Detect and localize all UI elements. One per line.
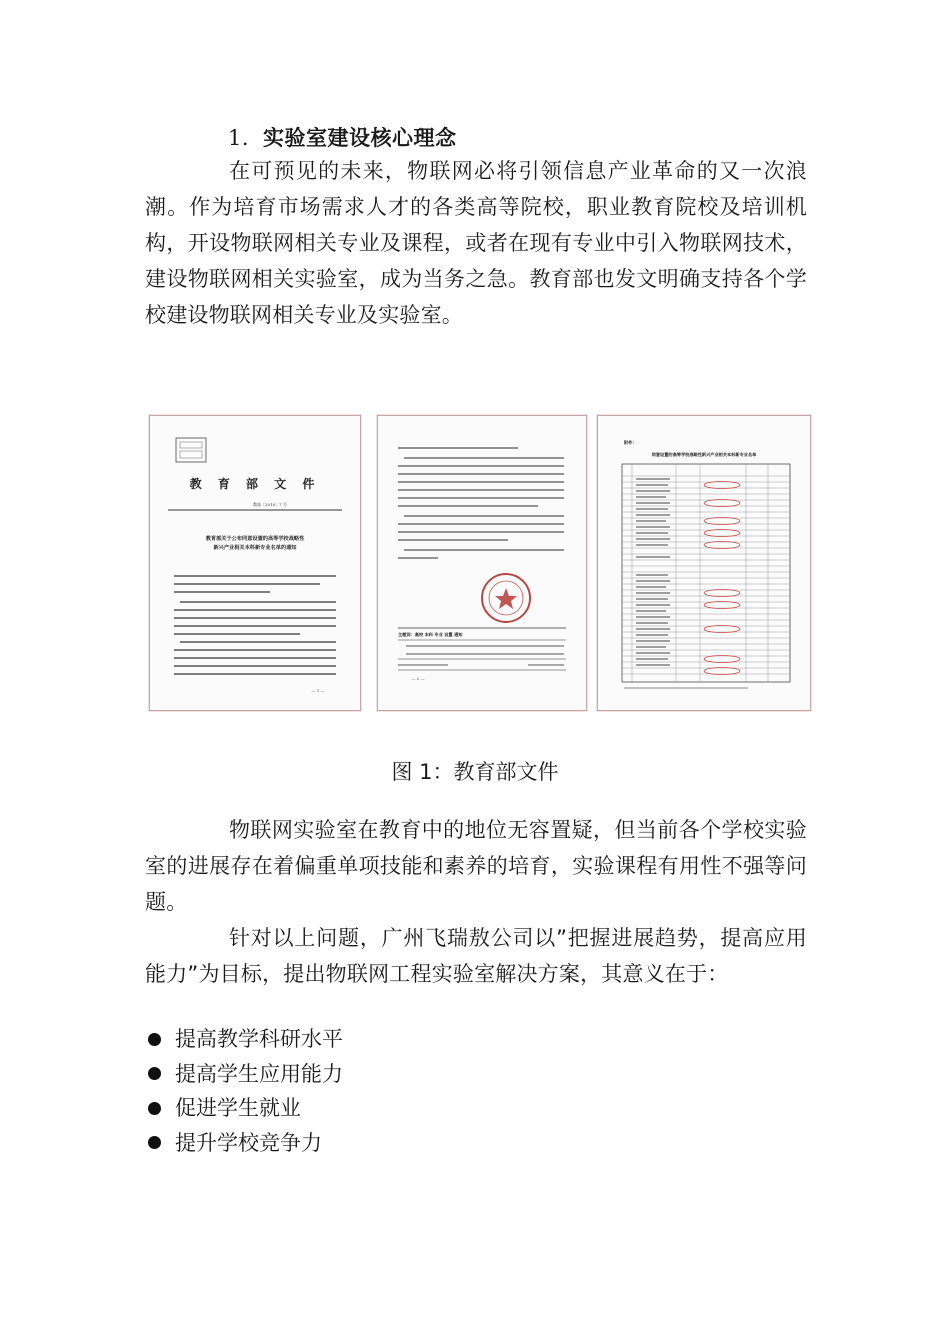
- document-scan-2: [377, 415, 587, 711]
- bullet-icon: [148, 1067, 161, 1080]
- list-item: [145, 1091, 343, 1126]
- list-item-text: 提高教学科研水平: [175, 1027, 343, 1051]
- doc2-subject: 主题词：高校 本科 专业 设置 通知: [398, 632, 463, 637]
- list-item-text: 提升学校竞争力: [175, 1130, 322, 1155]
- document-scan-3: [597, 415, 811, 711]
- list-item-text: 促进学生就业: [175, 1096, 301, 1120]
- section-number: 1.: [228, 126, 250, 150]
- doc1-title-line2: 新兴产业相关本科新专业名单的通知: [213, 545, 297, 551]
- doc1-page-number: — 1 —: [311, 688, 325, 693]
- section-heading: [228, 122, 457, 152]
- list-item: [145, 1126, 343, 1161]
- list-item: [145, 1022, 343, 1057]
- bullet-icon: [148, 1033, 161, 1046]
- intro-paragraph: 在可预见的未来，物联网必将引领信息产业革命的又一次浪潮。作为培育市场需求人才的各类高等院校，职业教育院校及培训机构，开设物联网相关专业及课程，或者在现有专业中引入物联网技术，建设物联网相关实验室，成为当务之急。教育部也发文明确支持各个学校建设物联网相关专业及实验室。: [145, 159, 807, 327]
- significance-list: [145, 1022, 343, 1160]
- doc1-number: 教高［2010］7 号: [253, 502, 287, 507]
- document-scan-1: [149, 415, 361, 711]
- figure-caption: 图 1：教育部文件: [391, 760, 559, 784]
- doc3-attachment-label: 附件：: [624, 440, 637, 445]
- list-item: [145, 1057, 343, 1092]
- doc1-title-line1: 教育部关于公布同意设置的高等学校战略性: [205, 536, 305, 542]
- status-paragraph: 物联网实验室在教育中的地位无容置疑，但当前各个学校实验室的进展存在着偏重单项技能和素养的培育，实验课程有用性不强等问题。: [145, 818, 807, 914]
- doc3-title: 同意设置的高等学校战略性新兴产业相关本科新专业名单: [651, 452, 757, 457]
- section-title: 实验室建设核心理念: [263, 126, 457, 150]
- doc2-page-number: — 2 —: [411, 676, 425, 681]
- solution-paragraph: 针对以上问题，广州飞瑞敖公司以”把握进展趋势，提高应用能力”为目标，提出物联网工程实验室解决方案，其意义在于：: [145, 926, 807, 986]
- ministry-documents-figure: [146, 412, 808, 712]
- bullet-icon: [148, 1102, 161, 1115]
- bullet-icon: [148, 1136, 161, 1149]
- list-item-text: 提高学生应用能力: [175, 1061, 343, 1086]
- doc1-header: 教 育 部 文 件: [189, 477, 321, 491]
